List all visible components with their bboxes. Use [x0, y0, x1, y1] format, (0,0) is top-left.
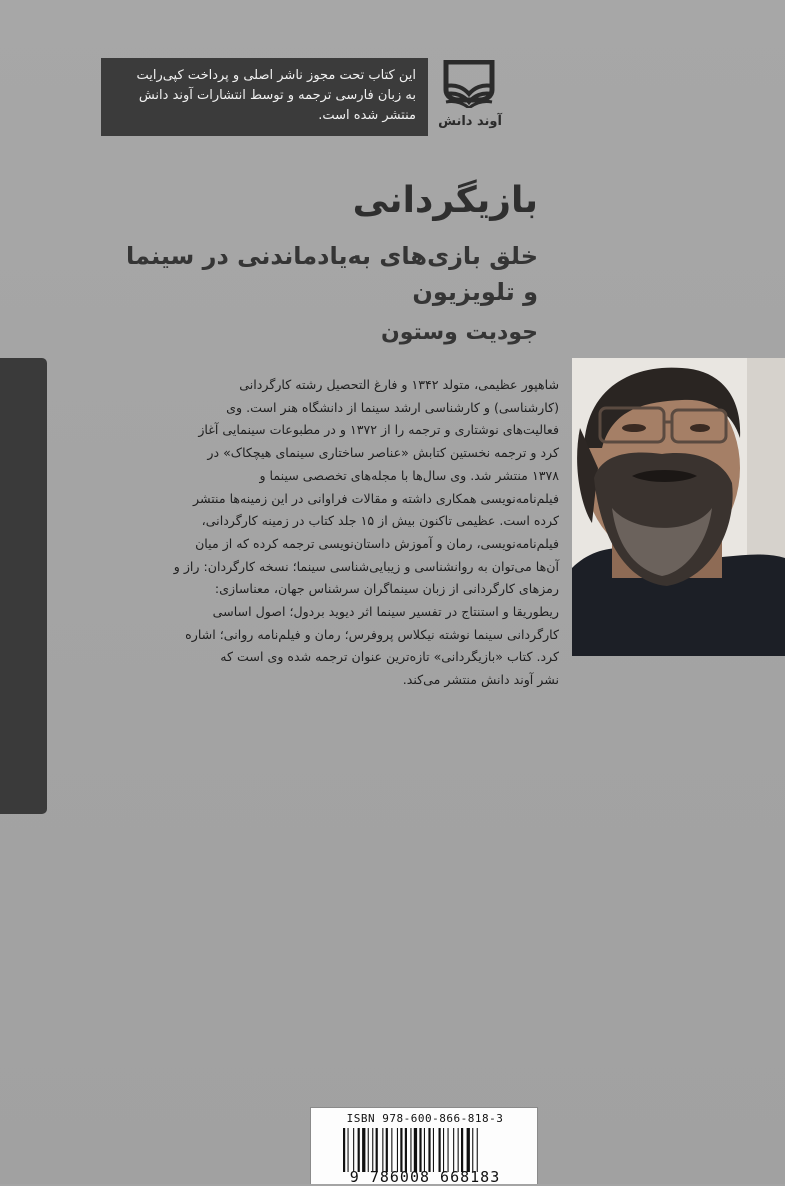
- bio-line: رمزهای کارگردانی از زبان سینماگران سرشناس جهان، معناسازی:: [214, 581, 559, 597]
- bio-line: کرد و ترجمه نخستین کتابش «عناصر ساختاری سینمای هیچکاک» در: [207, 445, 559, 461]
- barcode-bar: [428, 1128, 430, 1172]
- translator-photo: [572, 358, 785, 656]
- subtitle-line: و تلویزیون: [412, 278, 538, 306]
- book-title: بازیگردانی: [352, 180, 538, 221]
- publisher-name: آوند دانش: [438, 114, 502, 129]
- publisher-logo: [438, 60, 502, 140]
- barcode-bar: [368, 1128, 369, 1172]
- barcode-bar: [433, 1128, 434, 1172]
- author-name: جودیت وستون: [380, 320, 538, 345]
- barcode-bar: [382, 1128, 383, 1172]
- subtitle-line: خلق بازی‌های به‌یادماندنی در سینما: [125, 242, 538, 270]
- barcode-bar: [386, 1128, 388, 1172]
- barcode-bar: [453, 1128, 454, 1172]
- barcode-bar: [461, 1128, 463, 1172]
- isbn-label: ISBN 978-600-866-818-3: [346, 1112, 504, 1125]
- barcode-bar: [391, 1128, 392, 1172]
- barcode-bar: [376, 1128, 378, 1172]
- bio-line: آن‌ها می‌توان به روانشناسی و زیبایی‌شناسی سینما؛ نسخه کارگردان: راز و: [173, 558, 559, 574]
- barcode-bar: [372, 1128, 373, 1172]
- barcode-bar: [472, 1128, 473, 1172]
- barcode-bar: [353, 1128, 354, 1172]
- barcode-bar: [439, 1128, 441, 1172]
- bio-line: شاهپور عظیمی، متولد ۱۳۴۲ و فارغ التحصیل رشته کارگردانی: [239, 377, 559, 392]
- barcode-bar: [358, 1128, 360, 1172]
- barcode-bar: [448, 1128, 449, 1172]
- book-subtitle: [118, 238, 538, 310]
- barcode-bar: [477, 1128, 478, 1172]
- barcode-bar: [343, 1128, 345, 1172]
- bio-line: ۱۳۷۸ منتشر شد. وی سال‌ها با مجله‌های تخصصی سینما و: [259, 467, 559, 483]
- barcode-bar: [410, 1128, 411, 1172]
- copyright-notice: [101, 58, 428, 136]
- bio-line: فیلم‌نامه‌نویسی، رمان و آموزش داستان‌نویسی ترجمه کرده که از میان: [195, 535, 559, 551]
- bio-line: کرده است. عظیمی تاکنون بیش از ۱۵ جلد کتاب در زمینه کارگردانی،: [201, 513, 559, 529]
- isbn-barcode: [310, 1107, 538, 1184]
- translator-bio: [95, 374, 559, 692]
- notice-line: این کتاب تحت مجوز ناشر اصلی و پرداخت کپی‌رایت: [136, 68, 416, 83]
- bio-line: کارگردانی سینما نوشته نیکلاس پروفرس؛ رمان و فیلم‌نامه روانی؛ اشاره: [185, 626, 559, 642]
- barcode-bar: [397, 1128, 398, 1172]
- barcode-bar: [458, 1128, 459, 1172]
- barcode-bar: [419, 1128, 421, 1172]
- bio-line: فیلم‌نامه‌نویسی همکاری داشته و مقالات فراوانی در این زمینه‌ها منتشر: [193, 490, 559, 506]
- bio-line: ریطوریقا و استنتاج در تفسیر سینما اثر دیوید بردول؛ اصول اساسی: [212, 604, 559, 620]
- barcode-bar: [362, 1128, 365, 1172]
- barcode-bar: [467, 1128, 470, 1172]
- barcode-bars: [343, 1128, 523, 1172]
- bio-line: کرد. کتاب «بازیگردانی» تازه‌ترین عنوان ترجمه شده وی است که: [220, 649, 559, 665]
- barcode-bar: [400, 1128, 402, 1172]
- barcode-bar: [424, 1128, 425, 1172]
- barcode-bar: [443, 1128, 444, 1172]
- notice-line: منتشر شده است.: [318, 108, 416, 123]
- bio-line: فعالیت‌های نوشتاری و ترجمه را از ۱۳۷۲ و در مطبوعات سینمایی آغاز: [198, 422, 559, 438]
- barcode-bar: [405, 1128, 407, 1172]
- barcode-bar: [414, 1128, 417, 1172]
- barcode-digits: 9 786008 668183: [349, 1168, 501, 1186]
- barcode-bar: [348, 1128, 349, 1172]
- bio-line: نشر آوند دانش منتشر می‌کند.: [402, 672, 559, 688]
- book-logo-icon: [442, 60, 496, 108]
- notice-line: به زبان فارسی ترجمه و توسط انتشارات آوند دانش: [138, 88, 416, 103]
- side-decoration-bar: [0, 358, 47, 814]
- bio-line: (کارشناسی) و کارشناسی ارشد سینما از دانشگاه هنر است. وی: [226, 399, 559, 415]
